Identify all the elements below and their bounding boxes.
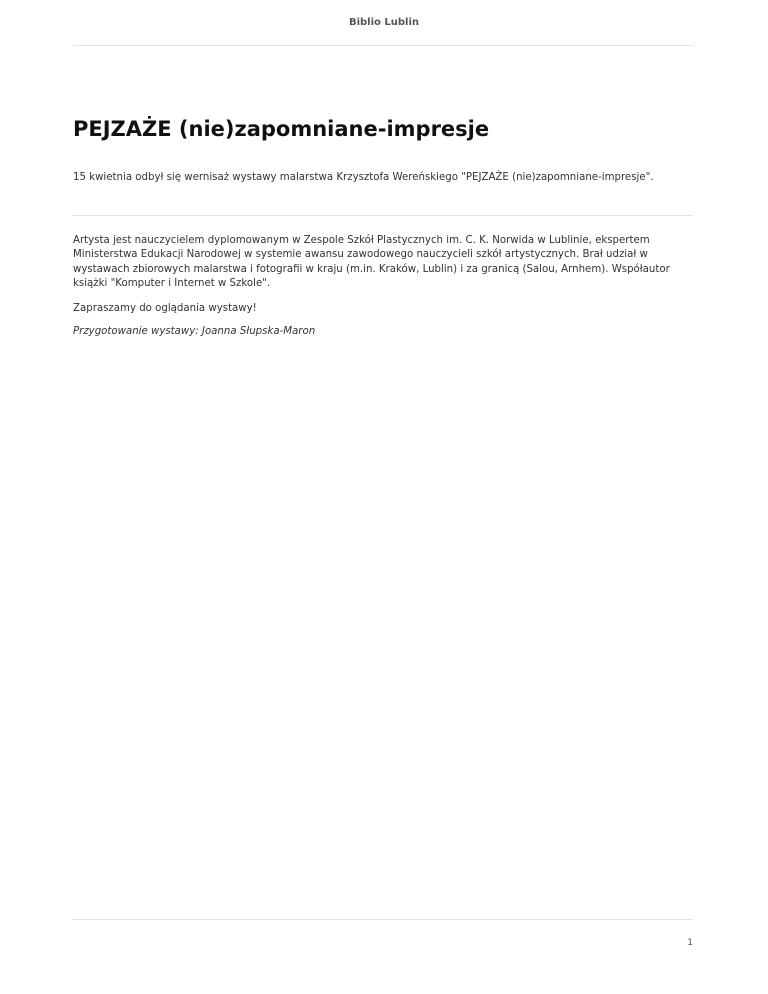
invitation-paragraph: Zapraszamy do oglądania wystawy! [73,303,257,315]
page-title: PEJZAŻE (nie)zapomniane-impresje [73,117,490,141]
article-body [73,234,693,349]
site-header: Biblio Lublin [348,17,420,28]
header-divider [73,45,693,46]
content-divider [73,215,693,216]
artist-bio-paragraph: Artysta jest nauczycielem dyplomowanym w Zespole Szkół Plastycznych im. C. K. Norwida w Lublinie, ekspertem Ministerstwa Edukacji Narodowej w systemie awansu zawodowego nauczycieli szkół artystycznych. Brał udział w wystawach zbiorowych malarstwa i fotografii w kraju (m.in. Kraków, Lublin) i za granicą (Salou, Arnhem). Współautor książki "Komputer i Internet w Szkole". [73,235,670,289]
lead-paragraph: 15 kwietnia odbył się wernisaż wystawy malarstwa Krzysztofa Wereńskiego "PEJZAŻE (nie)zapomniane-impresje". [73,172,654,183]
page-number: 1 [687,938,693,948]
footer-divider [73,919,693,920]
credit-paragraph: Przygotowanie wystawy: Joanna Słupska-Maron [73,326,316,338]
